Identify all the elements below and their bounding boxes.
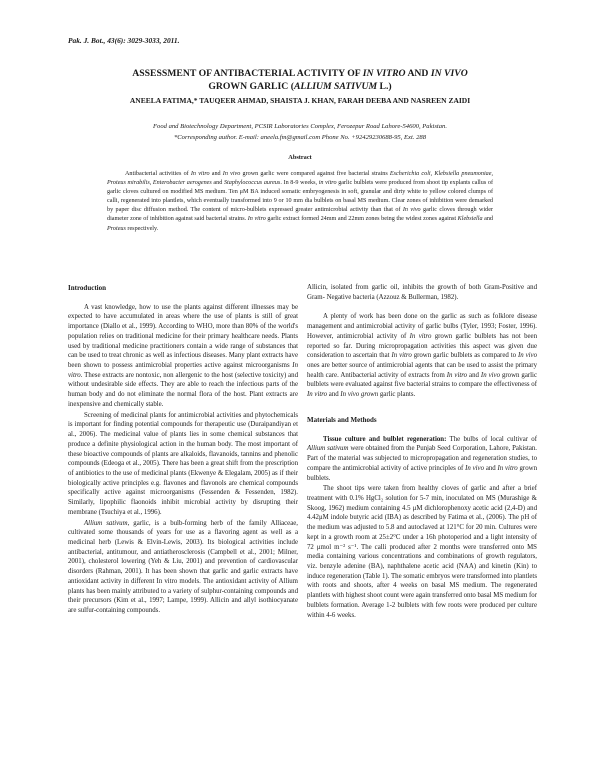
abstract-paragraph: [107, 170, 493, 234]
title-part: L.): [379, 81, 392, 92]
author-list: ANEELA FATIMA,* TAUQEER AHMAD, SHAISTA J. KHAN, FARAH DEEBA AND NASREEN ZAIDI: [129, 96, 471, 105]
body-paragraph: Tissue culture and bulblet regeneration: The bulbs of local cultivar of Allium sativum were obtained from the Punjab Seed Corporation, Lahore, Pakistan. Part of the material was subjected to micropropagation and regeneration studies, to compare the antimicrobial activity of active principles of In vivo and In vitro grown bulblets.: [307, 435, 538, 482]
abstract-segment: In vitro: [190, 171, 210, 177]
body-paragraph: A plenty of work has been done on the garlic as such as folklore disease management and antimicrobial activity of garlic bulbs (Tyler, 1993; Foster, 1996). However, antimicrobial activity of In vitro grown garlic bulblets has not been reported so far. During micropropagation activities this aspect was given due consideration to ascertain that In vitro grown garlic bulblets as compared to In vivo ones are better source of antimicrobial agents that can be used to assist the primary health care. Antibacterial activity of extracts from In vitro and In vivo grown garlic bulblets were evaluated against five bacterial strains to compare the effectiveness of In vitro and In vivo grown garlic plants.: [307, 313, 537, 399]
title-part: ASSESSMENT OF ANTIBACTERIAL ACTIVITY OF: [132, 68, 361, 79]
right-column: [307, 283, 537, 620]
title-part: IN VIVO: [430, 68, 468, 79]
body-paragraph: A vast knowledge, how to use the plants against different illnesses may be expected to have accumulated in areas where the use of plants is still of great importance (Diallo et al., 1999). According to WHO, more than 80% of the world's population relies on traditional medicine for their primary healthcare needs. Plants used by traditional medicine practitioners contain a wide range of substances that can be used to treat chronic as well as infectious diseases. Many plant extracts have been shown to possess antimicrobial properties active against microorganisms In vitro. These extracts are nontoxic, non allergenic to the host (selective toxicity) and without undesirable side effects. They are able to reach the infectious parts of the human body and do not eliminate the normal flora of the host. Plant extracts are inexpensive and chemically stable.: [68, 303, 298, 408]
body-paragraph: Allium sativum, garlic, is a bulb-forming herb of the family Alliaceae, cultivated some thousands of years for use as a flavoring agent as well as a medicinal herb (Lewis & Elvin-Lewis, 2003). Its biological activities include antibacterial, antitumour, and antiatherosclerosis (Campbell et al., 2001; Milner, 2001), cholesterol lowering (Yeh & Liu, 2001) and prevention of cardiovascular disorders (Rahman, 2001). It has been shown that garlic and garlic extracts have antioxidant activity in different In vitro models. The antioxidant activity of Allium plants has been mainly attributed to a variety of sulphur-containing compounds and their precursors (Kim et al., 1997; Lampe, 1999). Allicin and allyl isothiocyanate are sulfur-containing compounds.: [68, 519, 298, 614]
abstract-segment: Staphylococcus aureus: [223, 180, 281, 187]
abstract-segment: and: [482, 216, 493, 223]
body-paragraph: The shoot tips were taken from healthy cloves of garlic and after a brief treatment with 0.1% HgCl₂ solution for 5-7 min, inoculated on MS (Murashige & Skoog, 1962) medium containing 4.5 μM dichlorophenoxy acetic acid (2,4-D) and 4.42μM indole butyric acid (IBA) as described by Fatima et al., (2006). The pH of the medium was adjusted to 5.8 and autoclaved at 121°C for 20 min. Cultures were kept in a growth room at 25±2°C under a 16h photoperiod and a light intensity of 72 μmol m⁻² s⁻¹. The calli produced after 2 months were transferred onto MS media containing various concentrations and combinations of growth regulators, viz. benzyle adenine (BA), naphthalene acetic acid (NAA) and kinetin (Kin) to induce regeneration (Table 1). The somatic embryos were transformed into plantlets with roots and shoots, after 4 weeks on basal MS medium. The regenerated plantlets with highest shoot count were again transferred onto basal MS medium for bulblets formation. Average 1-2 bulblets with few roots were produced per culture within 4-6 weeks.: [307, 485, 537, 619]
introduction-heading: Introduction: [68, 284, 106, 292]
abstract-segment: garlic bulblets were produced from shoot tip explants callus of garlic cloves cultured on modified MS medium. Ten μM BA induced somatic embryogenesis in soft, granular and dirty white to yellow colored clumps of calli, regenerated into plantlets, which eventually transformed into 9 or 10 mm dia bulblets on basal MS medium. Clear zones of inhibition were demarked by paper disc diffusion method. The content of micro-bulblets expressed greater antimicrobial activity than that of: [107, 180, 494, 214]
abstract-segment: In vivo: [402, 207, 421, 214]
body-paragraph: Screening of medicinal plants for antimicrobial activities and phytochemicals is important for finding potential compounds for therapeutic use (Duraipandiyan et al., 2006). The medicinal value of plants lies in some chemical substances that produce a definite physiological action in the human body. The most important of these bioactive compounds of plants are alkaloids, flavanoids, tannins and phenolic compounds (Edeoga et al., 2005). There has been a great shift from the prescription of antibiotics to the use of medicinal plants (Ekwenye & Elegalam, 2005) as if their biologically active principles e.g. flavones and flavonols are chemical compounds specifically active against microorganisms (Fessenden & Fessenden, 1982). Similarly, lipophilic flaonoids inhibit microbial activity by disrupting their membrane (Tsuchiya et al., 1996).: [68, 411, 298, 516]
abstract-segment: and: [209, 171, 223, 177]
body-paragraph: Allicin, isolated from garlic oil, inhibits the growth of both Gram-Positive and Gram- Negative bacteria (Azzouz & Bullerman, 1982).: [307, 284, 537, 301]
abstract-segment: Escherichia coli, Klebsiella pneumoniae, Proteus mirabilis, Enterobacter aerogenes: [107, 171, 493, 187]
corresponding-author: *Corresponding author. E-mail: aneela.fm@gmail.com Phone No. +92429230688-95, Ext. 288: [173, 134, 427, 141]
abstract-segment: garlic cloves through wider diameter zone of inhibition against said bacterial strains.: [107, 207, 493, 223]
title-part: AND: [407, 68, 429, 79]
abstract-segment: respectively.: [125, 225, 159, 232]
abstract-segment: . In 8-9 weeks,: [280, 180, 319, 187]
abstract-segment: Antibacterial activities of: [125, 171, 191, 177]
left-column: [68, 284, 298, 616]
title-part: GROWN GARLIC (: [208, 81, 294, 92]
affiliation-block: [60, 121, 540, 143]
journal-citation: Pak. J. Bot., 43(6): 3029-3033, 2011.: [68, 36, 180, 45]
title-part: IN VITRO: [362, 68, 406, 79]
title-part: ALLIUM SATIVUM: [293, 81, 378, 92]
abstract-segment: in vitro: [318, 180, 337, 187]
paper-title: [60, 67, 540, 93]
abstract-body: [107, 170, 493, 234]
abstract-segment: and: [211, 180, 224, 187]
abstract-segment: In vitro: [247, 216, 266, 223]
materials-methods-heading: Materials and Methods: [307, 415, 377, 424]
abstract-segment: In vivo: [222, 171, 241, 177]
abstract-segment: grown garlic were compared against five bacterial strains: [240, 171, 390, 177]
abstract-segment: Klebsiella: [457, 216, 483, 223]
affiliation: Food and Biotechnology Department, PCSIR Laboratories Complex, Ferozepur Road Lahore-54600, Pakistan.: [153, 123, 447, 130]
abstract-segment: garlic extract formed 24mm and 22mm zones being the widest zones against: [265, 216, 458, 223]
abstract-segment: Proteus: [107, 225, 126, 232]
abstract-heading: Abstract: [288, 154, 312, 161]
